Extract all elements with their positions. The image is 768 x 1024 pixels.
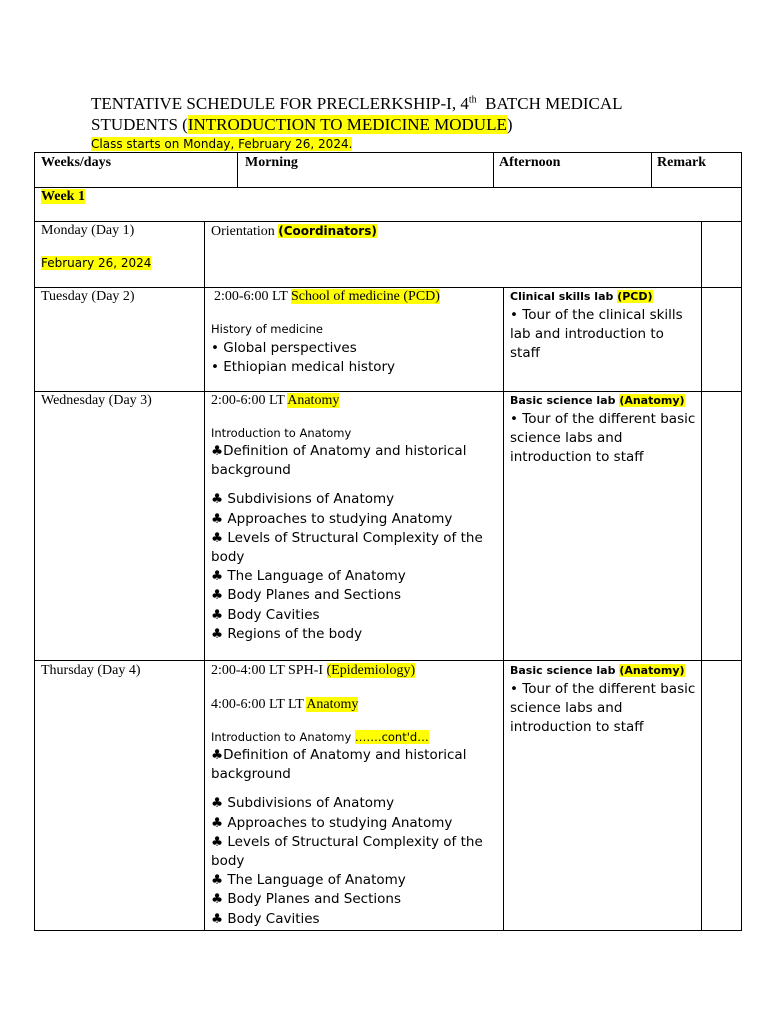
list-item: ♣ Levels of Structural Complexity of the body [211, 833, 483, 870]
start-date-note: Class starts on Monday, February 26, 2024. [91, 137, 353, 151]
list-item: ♣ Body Planes and Sections [211, 587, 401, 604]
list-item: ♣ Approaches to studying Anatomy [211, 510, 453, 527]
date-label: February 26, 2024 [41, 256, 152, 270]
list-item: • Ethiopian medical history [211, 359, 396, 376]
header-morning: Morning [245, 155, 298, 170]
afternoon-description: • Tour of the different basic science labs and introduction to staff [510, 411, 696, 466]
day-label: Monday (Day 1) [41, 223, 135, 238]
tuesday-day-cell: Tuesday (Day 2) [41, 289, 135, 304]
thursday-afternoon-cell: Basic science lab (Anatomy) • Tour of the different basic science labs and introduction to staff [510, 662, 698, 738]
wednesday-day-cell: Wednesday (Day 3) [41, 393, 152, 408]
topic-title: Introduction to Anatomy [211, 426, 352, 440]
monday-day-cell [41, 222, 151, 272]
header-row [34, 152, 742, 188]
topic-title: Introduction to Anatomy …….cont'd… [211, 730, 429, 744]
list-item: ♣ Subdivisions of Anatomy [211, 491, 395, 508]
wednesday-morning-cell: 2:00-6:00 LT Anatomy Introduction to Anatomy ♣Definition of Anatomy and historical background ♣ Subdivisions of Anatomy ♣ Approaches to studying Anatomy ♣ Levels of Structural Complexity of the body ♣ The Language of Anatomy ♣ Body Planes and Sections ♣ Body Cavities ♣ Regions of the body [211, 392, 496, 644]
list-item: ♣ The Language of Anatomy [211, 568, 406, 585]
week-label: Week 1 [41, 189, 85, 204]
week-row [34, 187, 742, 222]
monday-morning-cell: Orientation (Coordinators) [211, 224, 377, 239]
tuesday-morning-cell: 2:00-6:00 LT School of medicine (PCD) History of medicine • Global perspectives • Ethiopian medical history [214, 288, 499, 377]
thursday-day-cell: Thursday (Day 4) [41, 663, 141, 678]
list-item: ♣ Body Cavities [211, 606, 320, 623]
thursday-morning-cell: 2:00-4:00 LT SPH-I (Epidemiology) 4:00-6:00 LT LT Anatomy Introduction to Anatomy …….cont'd… ♣Definition of Anatomy and historical background ♣ Subdivisions of Anatomy ♣ Approaches to studying Anatomy ♣ Levels of Structural Complexity of the body ♣ The Language of Anatomy ♣ Body Planes and Sections ♣ Body Cavities [211, 662, 496, 929]
list-item: ♣ The Language of Anatomy [211, 872, 406, 889]
afternoon-description: • Tour of the different basic science labs and introduction to staff [510, 681, 696, 736]
module-name: INTRODUCTION TO MEDICINE MODULE [187, 115, 507, 134]
topic-title: History of medicine [211, 322, 323, 336]
document-title-line1: TENTATIVE SCHEDULE FOR PRECLERKSHIP-I, 4th BATCH MEDICAL [91, 94, 623, 113]
header-weeks-days: Weeks/days [41, 155, 112, 170]
wednesday-afternoon-cell: Basic science lab (Anatomy) • Tour of the different basic science labs and introduction to staff [510, 392, 698, 468]
list-item: ♣ Subdivisions of Anatomy [211, 795, 395, 812]
list-item: ♣ Body Cavities [211, 910, 320, 927]
list-item: ♣ Approaches to studying Anatomy [211, 814, 453, 831]
list-item: ♣ Body Planes and Sections [211, 891, 401, 908]
list-item: ♣ Levels of Structural Complexity of the body [211, 529, 483, 566]
header-remark: Remark [657, 155, 706, 170]
header-afternoon: Afternoon [499, 155, 561, 170]
tuesday-afternoon-cell: Clinical skills lab (PCD) • Tour of the clinical skills lab and introduction to staff [510, 288, 698, 364]
document-title-line2: STUDENTS (INTRODUCTION TO MEDICINE MODULE) [91, 115, 513, 134]
afternoon-description: • Tour of the clinical skills lab and introduction to staff [510, 307, 683, 362]
list-item: ♣Definition of Anatomy and historical background [211, 747, 467, 783]
list-item: ♣ Regions of the body [211, 625, 363, 642]
list-item: ♣Definition of Anatomy and historical background [211, 443, 467, 479]
list-item: • Global perspectives [211, 340, 357, 356]
